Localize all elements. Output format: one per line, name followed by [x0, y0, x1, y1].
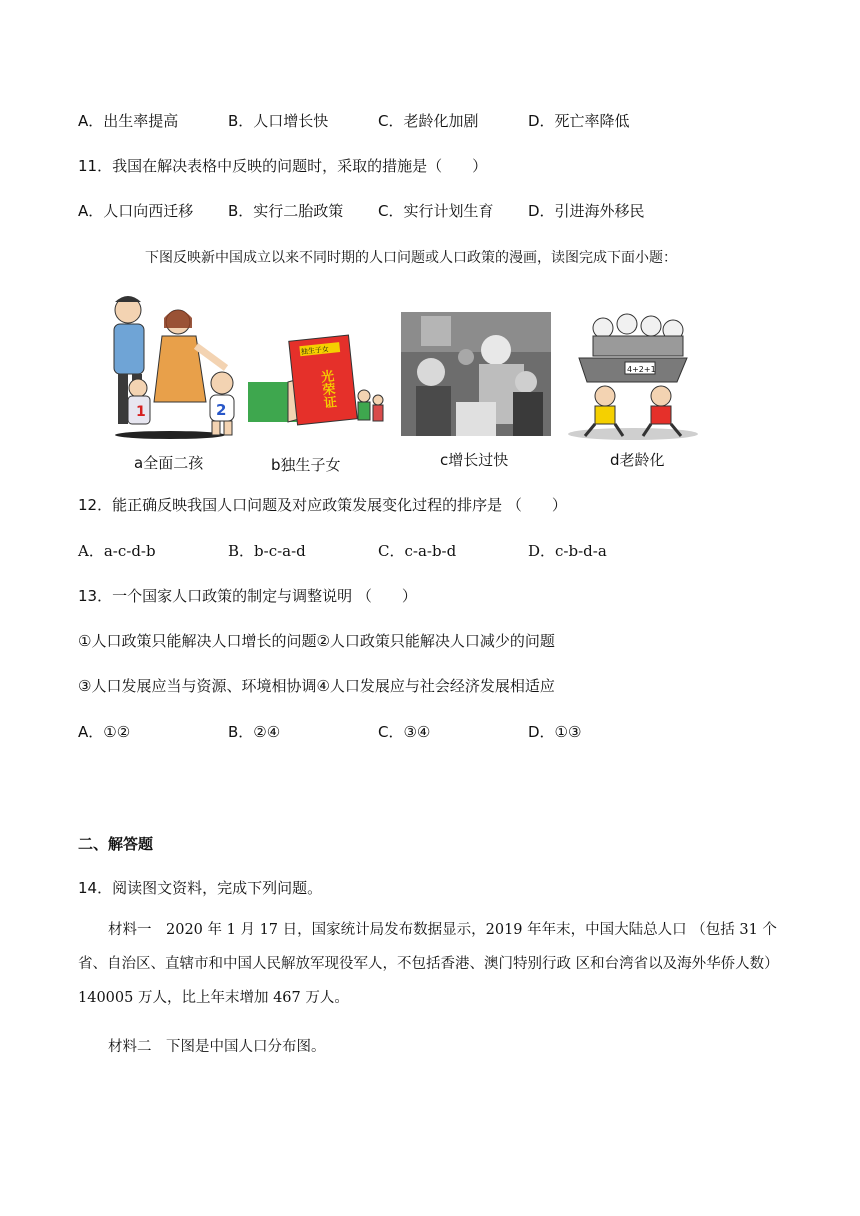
cartoon-intro: 下图反映新中国成立以来不同时期的人口问题或人口政策的漫画，读图完成下面小题： — [145, 250, 677, 266]
section-heading: 二、解答题 — [78, 835, 154, 853]
q13-option-a: A．①② — [78, 723, 131, 741]
q11-option-b: B．实行二胎政策 — [228, 202, 344, 220]
q10-option-d: D．死亡率降低 — [528, 112, 630, 130]
q10-option-c: C．老龄化加剧 — [378, 112, 479, 130]
cartoon-d-caption: d老龄化 — [610, 451, 665, 469]
q12-stem: 12．能正确反映我国人口问题及对应政策发展变化过程的排序是 （ ） — [78, 496, 567, 514]
q11-option-d: D．引进海外移民 — [528, 202, 645, 220]
cartoon-a-baby — [200, 365, 245, 440]
q10-option-a: A．出生率提高 — [78, 112, 179, 130]
kid2-number: 2 — [216, 401, 227, 419]
q12-option-c: C．c-a-b-d — [378, 542, 457, 560]
q11-stem: 11．我国在解决表格中反映的问题时，采取的措施是（ ） — [78, 157, 488, 175]
sign-text: 4+2+1 — [627, 365, 656, 374]
q12-option-d: D．c-b-d-a — [528, 542, 607, 560]
q13-option-b: B．②④ — [228, 723, 281, 741]
cartoon-c-photo — [401, 312, 551, 436]
q13-statements-2: ③人口发展应当与资源、环境相协调④人口发展应与社会经济发展相适应 — [78, 677, 555, 695]
certificate-top-text: 独生子女 — [300, 345, 330, 357]
kid1-number: 1 — [136, 404, 146, 420]
certificate-text: 光荣证 — [317, 368, 337, 410]
q13-stem: 13．一个国家人口政策的制定与调整说明 （ ） — [78, 587, 417, 605]
q11-option-c: C．实行计划生育 — [378, 202, 494, 220]
q11-option-a: A．人口向西迁移 — [78, 202, 194, 220]
q10-option-b: B．人口增长快 — [228, 112, 329, 130]
q13-option-c: C．③④ — [378, 723, 431, 741]
cartoon-c-caption: c增长过快 — [440, 451, 509, 469]
q12-option-a: A．a-c-d-b — [78, 542, 156, 560]
q12-option-b: B．b-c-a-d — [228, 542, 306, 560]
q14-stem: 14．阅读图文资料，完成下列问题。 — [78, 879, 323, 897]
q14-material-1: 材料一 2020 年 1 月 17 日，国家统计局发布数据显示，2019 年年末，中国大陆总人口 （包括 31 个省、自治区、直辖市和中国人民解放军现役军人，不包括香港、澳门特别行政 区和台湾省以及海外华侨人数）140005 万人，比上年末增加 467 万人。 — [78, 922, 779, 1006]
cartoon-b-caption: b独生子女 — [271, 456, 341, 474]
cartoon-d-illustration — [565, 312, 700, 442]
q13-option-d: D．①③ — [528, 723, 582, 741]
q14-material-2: 材料二 下图是中国人口分布图。 — [108, 1039, 326, 1055]
cartoon-a-caption: a全面二孩 — [134, 454, 204, 472]
q13-statements-1: ①人口政策只能解决人口增长的问题②人口政策只能解决人口减少的问题 — [78, 632, 555, 650]
cartoon-b-illustration — [248, 320, 388, 442]
